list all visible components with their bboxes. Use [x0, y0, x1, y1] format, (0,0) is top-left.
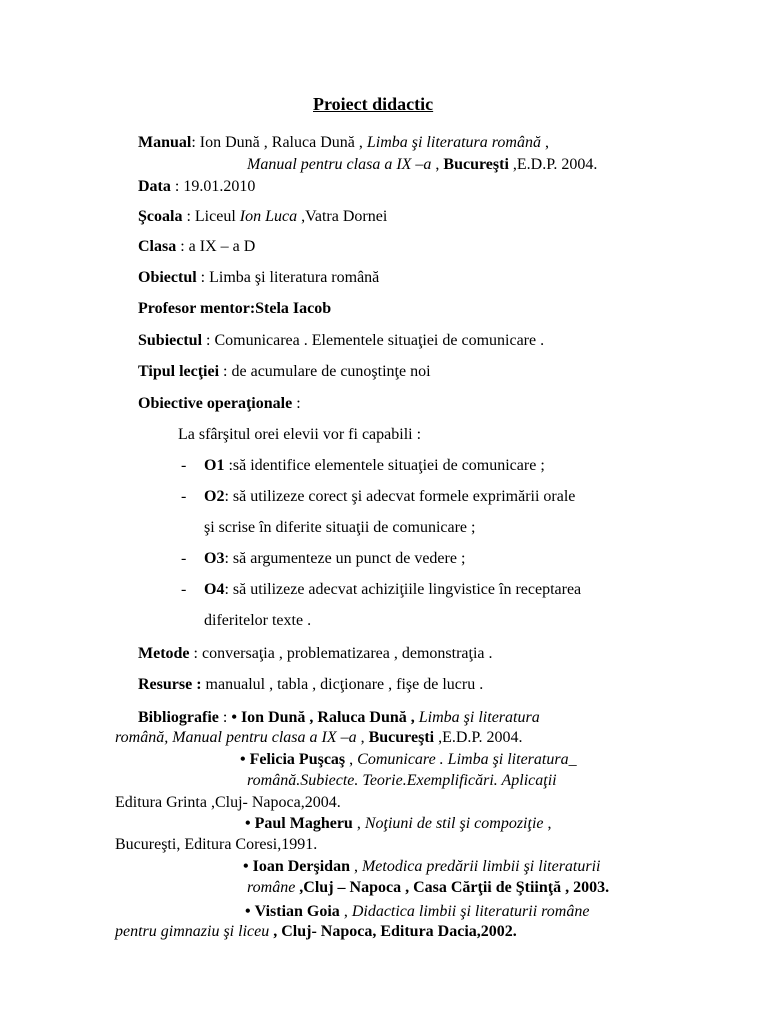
scoala-prefix: : Liceul [182, 208, 240, 225]
o3-text: : să argumenteze un punct de vedere ; [224, 550, 466, 567]
bullet-icon: • [243, 858, 249, 875]
bib4-publisher: ,Cluj – Napoca , Casa Cărţii de Ştiinţă , 2003. [295, 879, 610, 896]
bib1-title: Limba şi literatura [418, 709, 540, 726]
bib2-title-continued: română.Subiecte. Teorie.Exemplificări. Aplicaţii [247, 772, 557, 789]
obiectul-label: Obiectul [138, 269, 197, 286]
bibliografie-colon: : [218, 709, 232, 726]
o3-code: O3 [204, 550, 225, 567]
bullet-icon: • [240, 751, 246, 768]
bib3-separator: , [352, 815, 365, 832]
tipul-value: : de acumulare de cunoştinţe noi [219, 363, 431, 380]
scoala-location: ,Vatra Dornei [297, 208, 388, 225]
o2-text-continued: şi scrise în diferite situaţii de comunicare ; [204, 519, 476, 536]
manual-book-subtitle: Manual pentru clasa a IX –a [247, 156, 432, 173]
metode-value: : conversaţia , problematizarea , demonstraţia . [189, 645, 493, 662]
document-title: Proiect didactic [313, 94, 434, 114]
clasa-value: : a IX – a D [176, 238, 256, 255]
bib2-title-end: _ [568, 751, 577, 768]
o1-code: O1 [204, 457, 225, 474]
objective-o4 [204, 580, 581, 600]
o2-code: O2 [204, 488, 225, 505]
bib1-title-continued: română, Manual pentru clasa a IX –a [115, 729, 357, 746]
bib5-separator: , [339, 903, 352, 920]
bib4-title: Metodica predării limbii şi literaturii [361, 858, 601, 875]
manual-line-1 [138, 133, 549, 153]
bib4-separator: , [349, 858, 362, 875]
o4-text-continued: diferitelor texte . [204, 612, 312, 629]
manual-pub-separator: , [431, 156, 444, 173]
bib5-line-1 [245, 902, 589, 922]
o1-text: :să identifice elementele situaţiei de comunicare ; [224, 457, 545, 474]
bib1-line-2 [115, 728, 523, 748]
bullet-icon: • [245, 903, 251, 920]
bib1-separator: , [356, 729, 369, 746]
o4-dash: - [181, 581, 187, 598]
bullet-icon: • [245, 815, 251, 832]
data-value: : 19.01.2010 [170, 178, 256, 195]
bib2-line-1 [240, 750, 577, 770]
manual-publisher: ,E.D.P. 2004. [508, 156, 598, 173]
bib5-line-2 [115, 922, 517, 942]
o2-text: : să utilizeze corect şi adecvat formele exprimării orale [224, 488, 576, 505]
bib5-title: Didactica limbii şi literaturii române [351, 903, 590, 920]
bib3-line-1 [245, 814, 552, 834]
data-line [138, 177, 255, 197]
subiectul-label: Subiectul [138, 332, 203, 349]
objective-o2 [204, 487, 575, 507]
o2-dash: - [181, 488, 187, 505]
metode-label: Metode [138, 645, 190, 662]
manual-authors: : Ion Dună , Raluca Dună , [191, 134, 367, 151]
scoala-label: Şcoala [138, 208, 183, 225]
bib2-separator: , [345, 751, 358, 768]
obiective-label: Obiective operaţionale [138, 395, 293, 412]
o1-dash: - [181, 457, 187, 474]
bullet-icon: • [231, 709, 237, 726]
bib5-publisher: , Cluj- Napoca, Editura Dacia,2002. [269, 923, 517, 940]
bib5-author: Vistian Goia [254, 903, 340, 920]
o4-text: : să utilizeze adecvat achiziţiile lingvistice în receptarea [224, 581, 582, 598]
data-label: Data [138, 178, 171, 195]
bibliografie-label: Bibliografie [138, 709, 219, 726]
profesor-line [138, 299, 331, 319]
resurse-value: manualul , tabla , dicţionare , fişe de lucru . [201, 676, 484, 693]
obiective-colon: : [292, 395, 301, 412]
tipul-line [138, 362, 431, 382]
bib1-publisher: ,E.D.P. 2004. [434, 729, 523, 746]
obiective-line [138, 394, 301, 414]
objective-o3 [204, 549, 465, 569]
scoala-line [138, 207, 387, 227]
metode-line [138, 644, 493, 664]
manual-line-2 [247, 155, 597, 175]
bib1-author: Ion Dună , Raluca Dună , [236, 709, 419, 726]
objective-o1 [204, 456, 545, 476]
obiective-intro: La sfârşitul orei elevii vor fi capabili : [178, 426, 422, 443]
resurse-label: Resurse : [138, 676, 202, 693]
manual-separator: , [540, 134, 549, 151]
bibliografie-line [138, 708, 540, 728]
manual-city: Bucureşti [443, 156, 509, 173]
bib4-line-2 [247, 878, 609, 898]
subiectul-value: : Comunicarea . Elementele situaţiei de comunicare . [202, 332, 545, 349]
tipul-label: Tipul lecţiei [138, 363, 220, 380]
clasa-label: Clasa [138, 238, 177, 255]
manual-book-title: Limba şi literatura română [366, 134, 541, 151]
bib2-author: Felicia Puşcaş [245, 751, 346, 768]
bib4-title-continued: române [247, 879, 296, 896]
o4-code: O4 [204, 581, 225, 598]
subiectul-line [138, 331, 544, 351]
clasa-line [138, 237, 255, 257]
bib2-line-2 [247, 771, 557, 791]
bib1-city: Bucureşti [368, 729, 435, 746]
bib2-title: Comunicare . Limba şi literatura [357, 751, 569, 768]
bib4-line-1 [243, 857, 600, 877]
profesor-label: Profesor mentor:Stela Iacob [138, 300, 332, 317]
bib2-publisher: Editura Grinta ,Cluj- Napoca,2004. [115, 794, 341, 811]
resurse-line [138, 675, 483, 695]
bib5-title-continued: pentru gimnaziu şi liceu [115, 923, 270, 940]
bib4-author: Ioan Derşidan [248, 858, 350, 875]
bib3-publisher: Bucureşti, Editura Coresi,1991. [115, 836, 318, 853]
bib3-author: Paul Magheru [254, 815, 353, 832]
bib3-title: Noţiuni de stil şi compoziţie [364, 815, 544, 832]
obiectul-value: : Limba şi literatura română [196, 269, 380, 286]
obiectul-line [138, 268, 379, 288]
o3-dash: - [181, 550, 187, 567]
school-name: Ion Luca [239, 208, 298, 225]
manual-label: Manual [138, 134, 192, 151]
bib3-title-end: , [543, 815, 552, 832]
